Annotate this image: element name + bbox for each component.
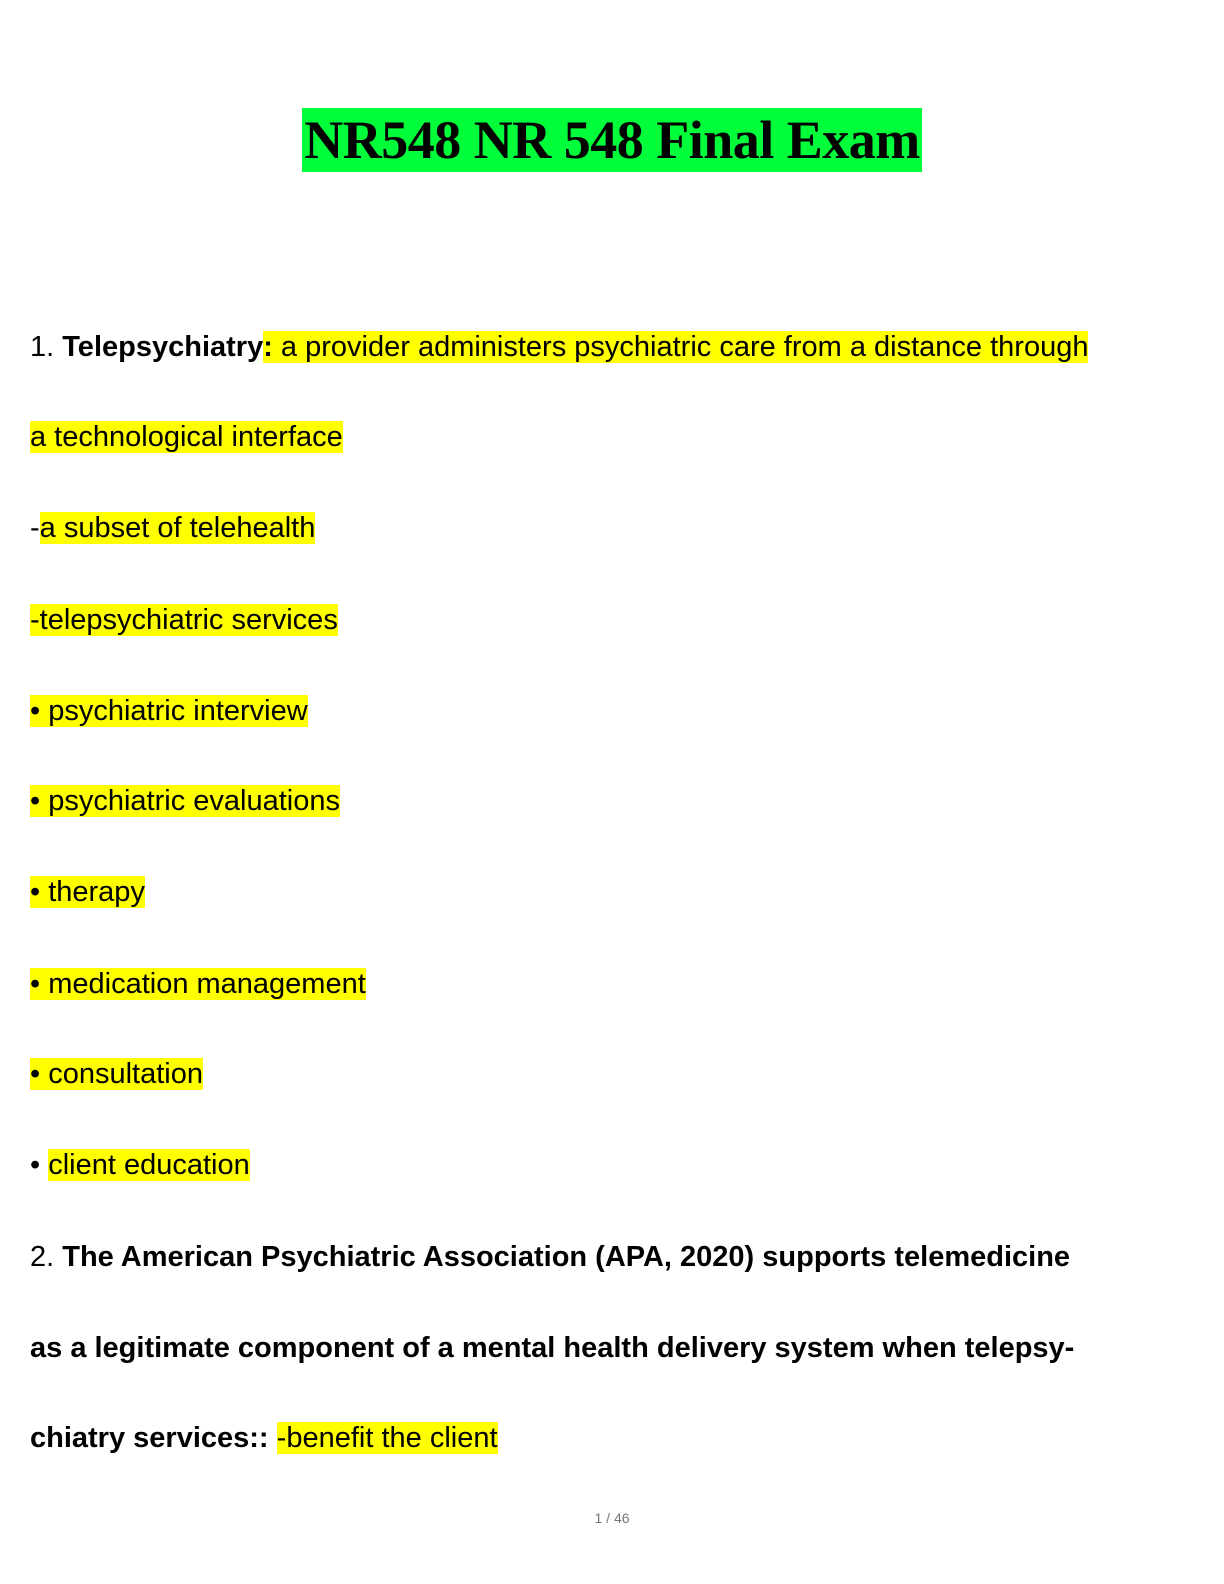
q1-services-heading-line: [30, 601, 338, 639]
bullet-medication-management: • medication management: [30, 968, 366, 1000]
q2-line-1: [30, 1238, 1070, 1276]
bullet-psychiatric-interview: • psychiatric interview: [30, 695, 308, 727]
q2-answer: -benefit the client: [276, 1422, 498, 1454]
bullet-marker: •: [30, 1149, 41, 1181]
q2-line-3: [30, 1419, 498, 1457]
list-item: [30, 965, 366, 1003]
q1-subset-text: a subset of telehealth: [39, 512, 316, 544]
document-title: NR548 NR 548 Final Exam: [304, 110, 920, 170]
q2-question-line2: as a legitimate component of a mental health delivery system when telepsy-: [30, 1332, 1075, 1364]
q1-line-1: [30, 328, 1088, 366]
page-indicator: 1 / 46: [594, 1510, 630, 1526]
bullet-client-education: client education: [48, 1149, 250, 1181]
q1-number: 1.: [30, 331, 55, 363]
list-item: [30, 1055, 203, 1093]
bullet-psychiatric-evaluations: • psychiatric evaluations: [30, 785, 340, 817]
list-item: [30, 692, 308, 730]
q1-definition-line1: a provider administers psychiatric care from a distance through: [272, 331, 1089, 363]
q1-term: Telepsychiatry: [62, 331, 264, 363]
q1-line-2: [30, 418, 343, 456]
q1-colon: :: [263, 331, 273, 363]
list-item: [30, 873, 145, 911]
q1-services-heading: -telepsychiatric services: [30, 604, 338, 636]
list-item: [30, 1146, 250, 1184]
q1-subset-line: [30, 509, 315, 547]
bullet-therapy: • therapy: [30, 876, 145, 908]
q2-number: 2.: [30, 1241, 55, 1273]
q1-subset-dash: -: [30, 512, 40, 544]
q2-question-line1: The American Psychiatric Association (APA, 2020) supports telemedicine: [62, 1241, 1071, 1273]
list-item: [30, 782, 340, 820]
q2-line-2: [30, 1329, 1074, 1367]
title-container: [0, 108, 1224, 172]
bullet-consultation: • consultation: [30, 1058, 203, 1090]
q2-question-line3: chiatry services::: [30, 1422, 269, 1454]
q1-definition-line2: a technological interface: [30, 421, 343, 453]
